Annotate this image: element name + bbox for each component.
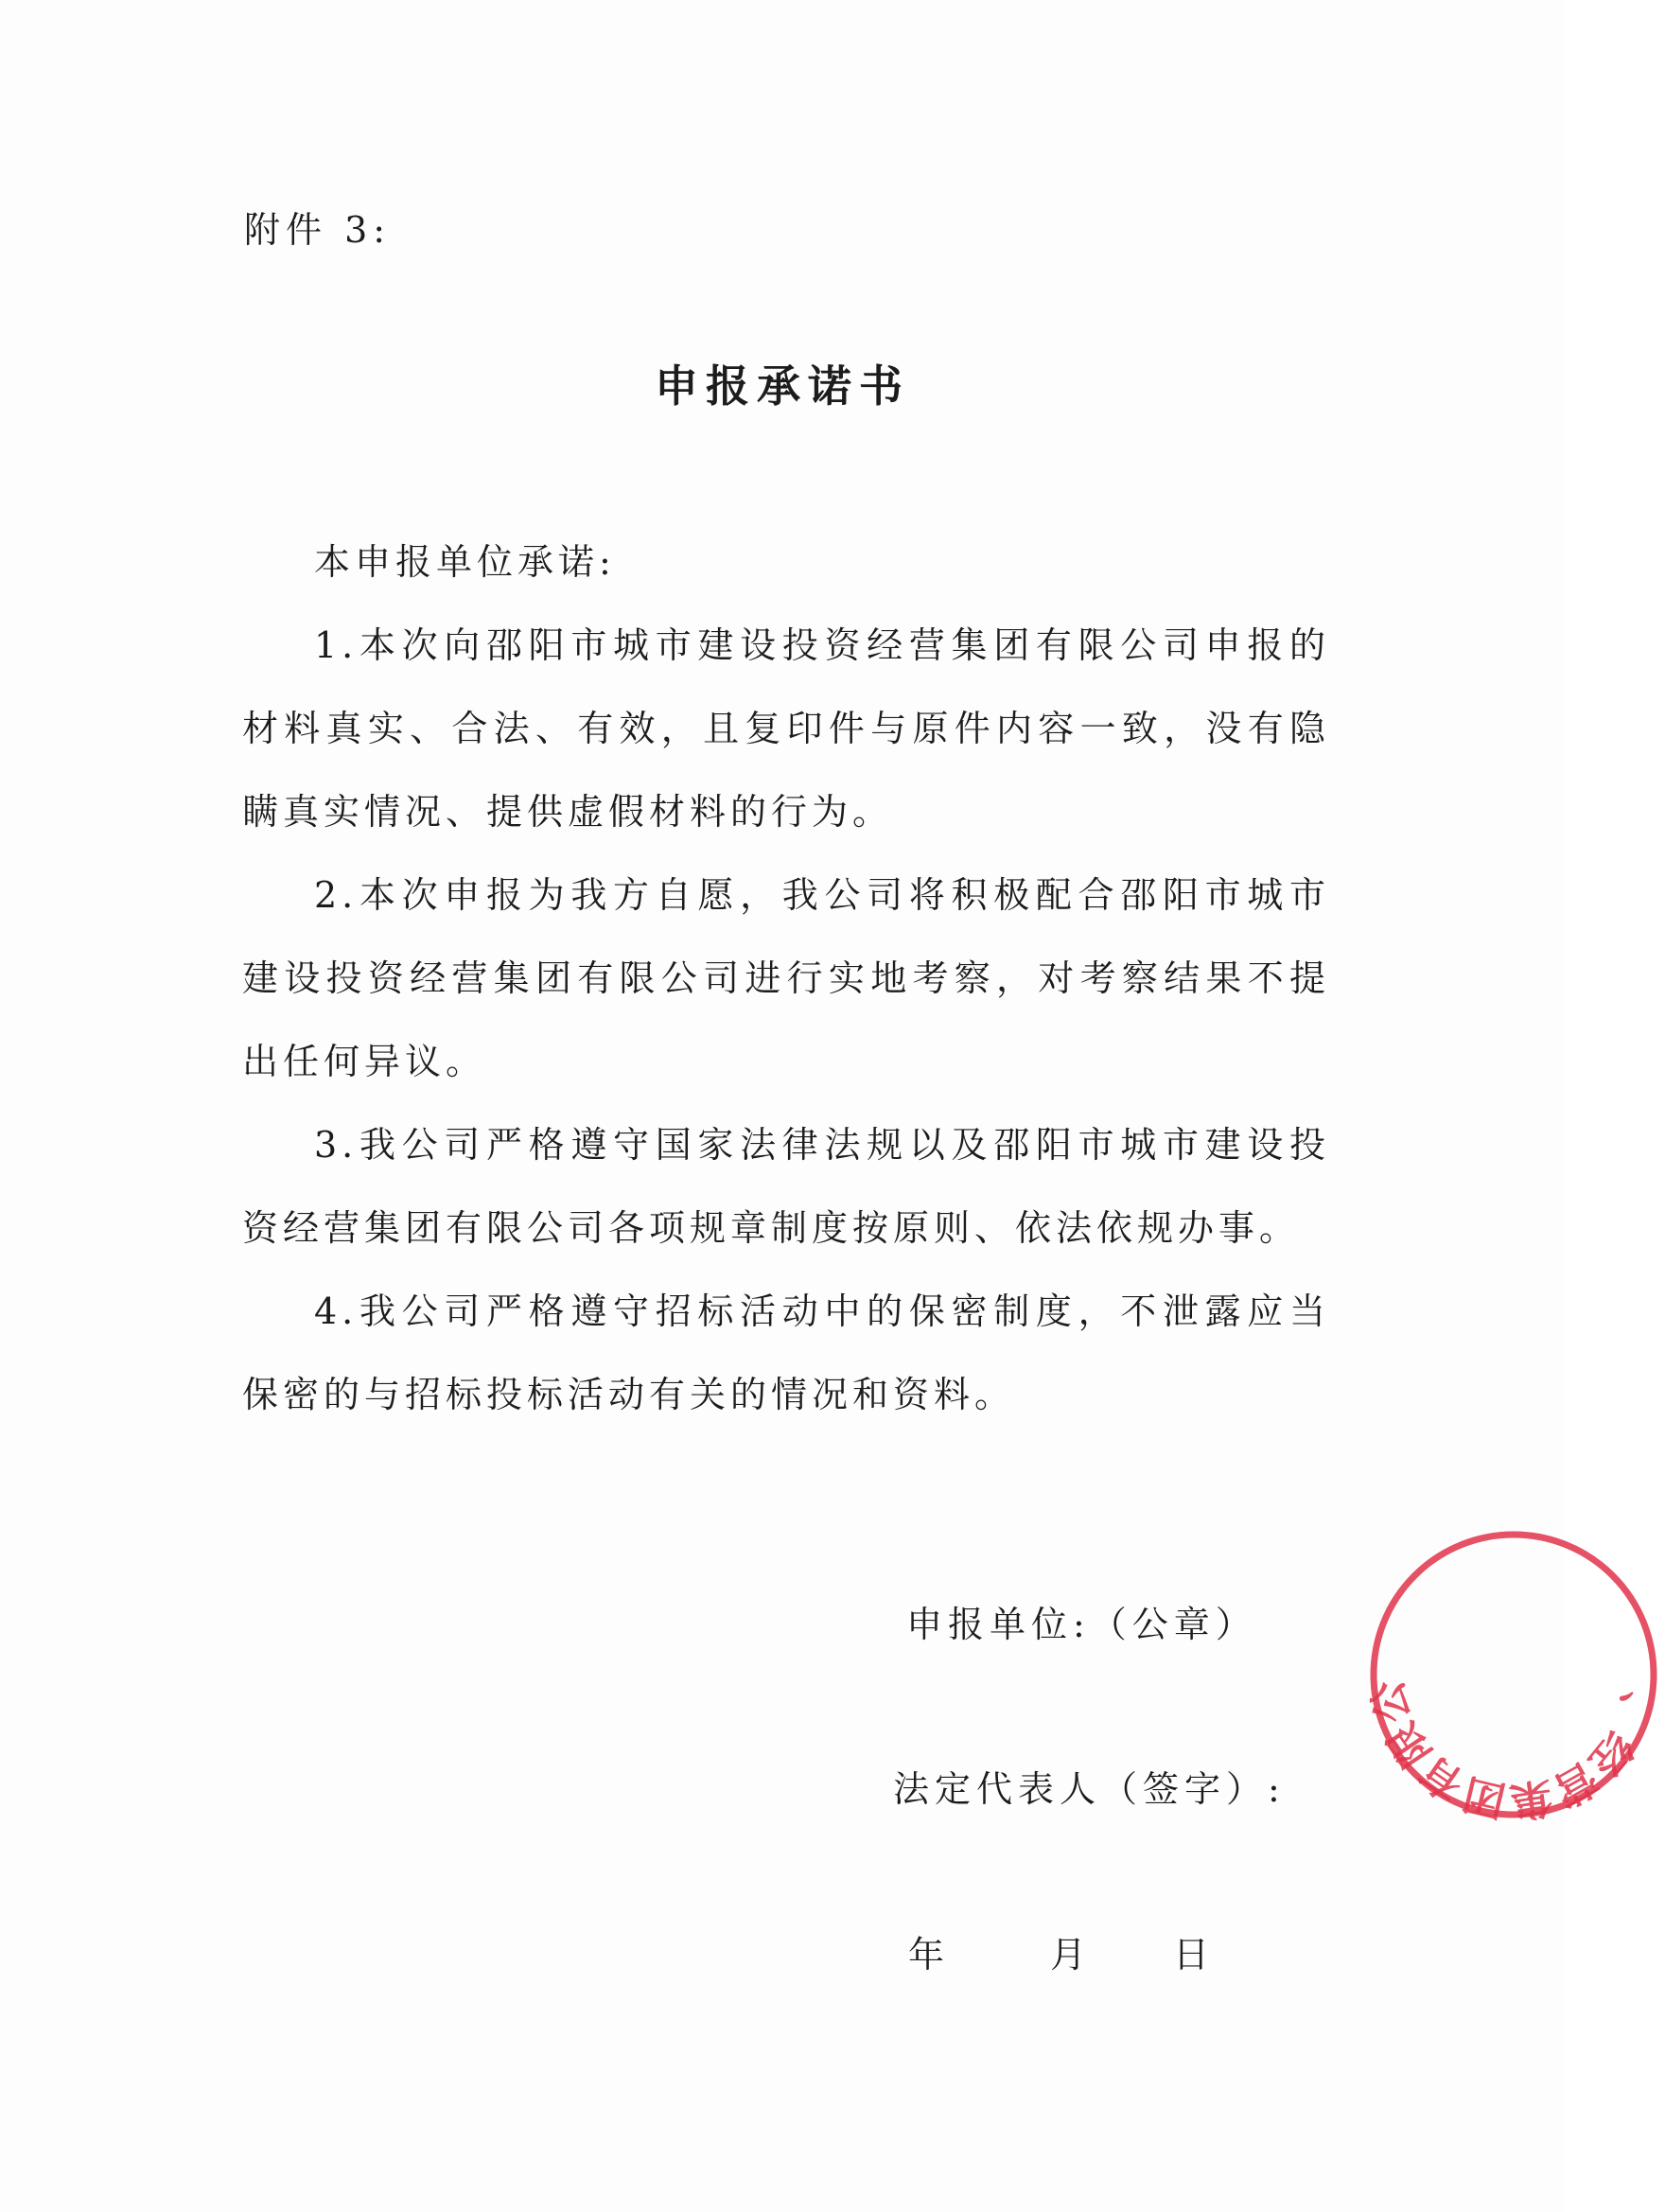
date-year: 年 <box>908 1934 945 1975</box>
document-body <box>242 520 1330 1436</box>
commitment-item-3: 3.我公司严格遵守国家法律法规以及邵阳市城市建设投资经营集团有限公司各项规章制度按原则、依法依规办事。 <box>242 1124 1330 1249</box>
commitment-item-1: 1.本次向邵阳市城市建设投资经营集团有限公司申报的材料真实、合法、有效，且复印件与原件内容一致，没有隐瞒真实情况、提供虚假材料的行为。 <box>242 624 1330 833</box>
attachment-label: 附件 3: <box>244 209 392 251</box>
commitment-item-2: 2.本次申报为我方自愿，我公司将积极配合邵阳市城市建设投资经营集团有限公司进行实地考察，对考察结果不提出任何异议。 <box>242 874 1330 1082</box>
date-day: 日 <box>1173 1934 1210 1975</box>
applicant-unit-label: 申报单位:（公章） <box>906 1604 1257 1645</box>
company-seal-stamp <box>1362 1523 1665 1826</box>
commitment-item-4: 4.我公司严格遵守招标活动中的保密制度，不泄露应当保密的与招标投标活动有关的情况和资料。 <box>242 1290 1330 1415</box>
seal-text: 、经营集团有限公 <box>1362 1676 1663 1826</box>
intro-paragraph: 本申报单位承诺: <box>314 541 616 583</box>
document-title: 申报承诺书 <box>655 360 910 412</box>
legal-representative-label: 法定代表人（签字）: <box>893 1768 1286 1810</box>
date-month: 月 <box>1050 1934 1087 1975</box>
